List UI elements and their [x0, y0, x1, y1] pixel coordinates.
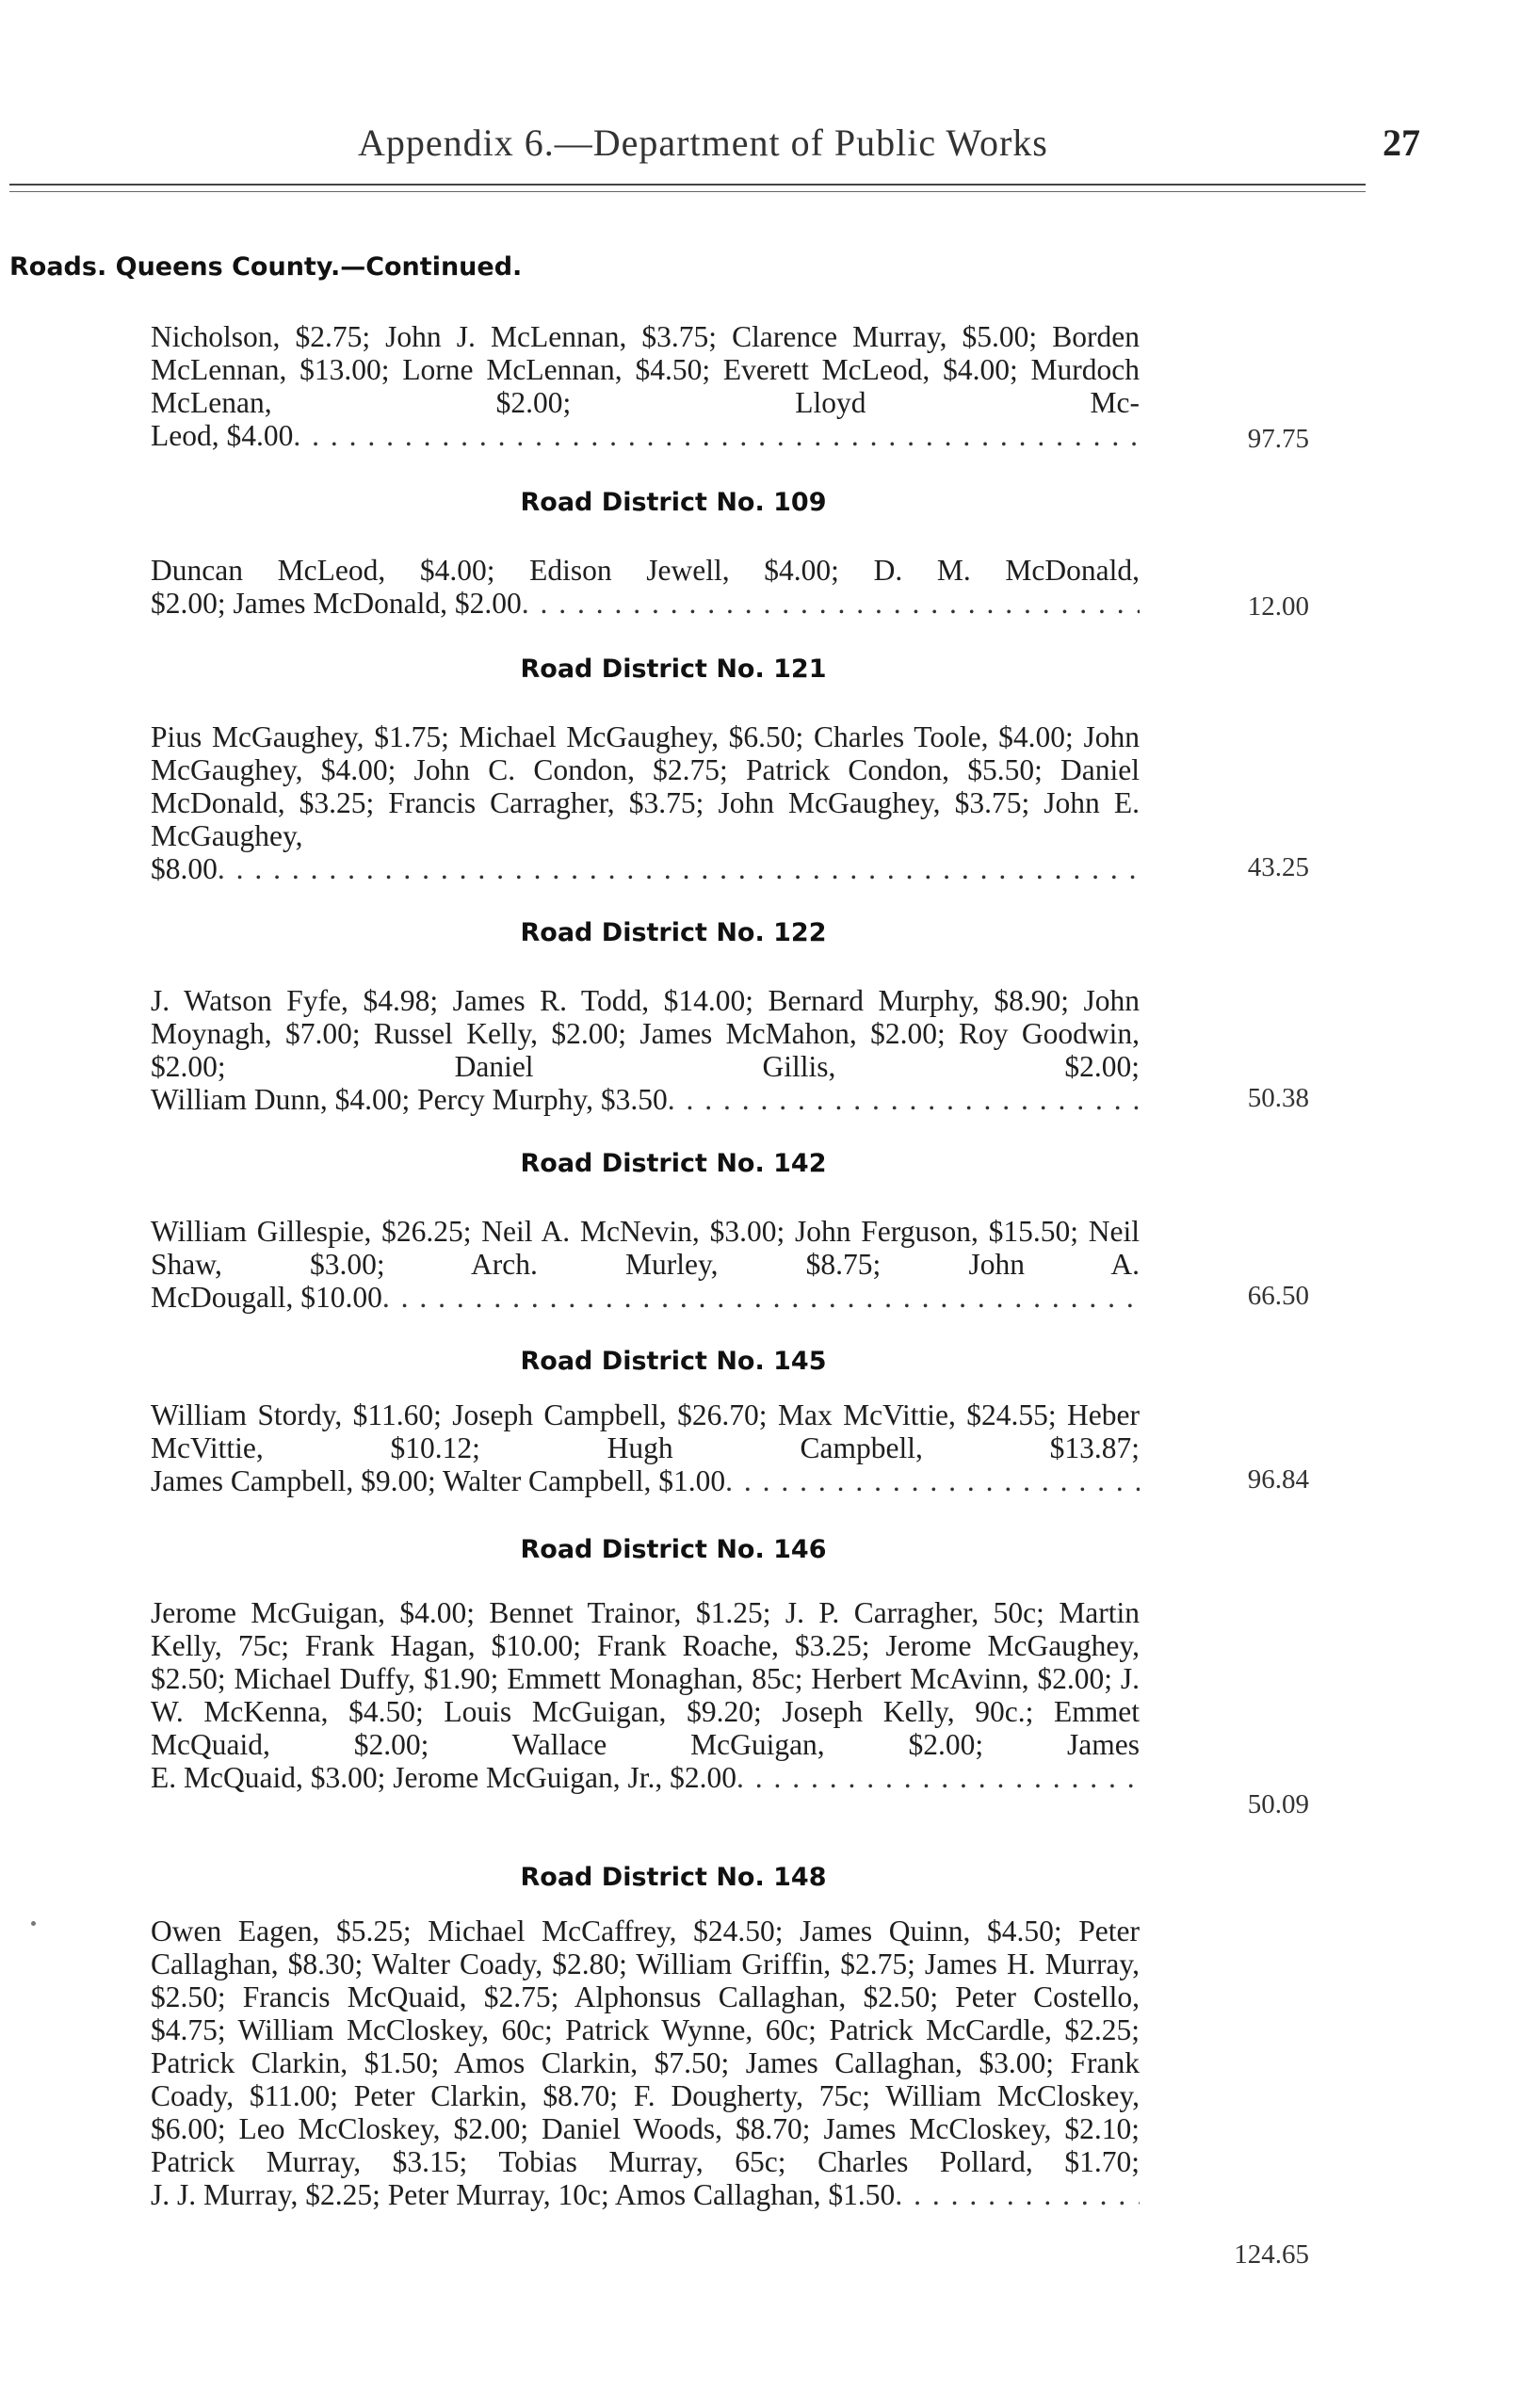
- entry-last-line: [151, 1464, 1140, 1497]
- district-heading: Road District No. 145: [520, 1347, 827, 1376]
- district-heading: Road District No. 142: [520, 1149, 827, 1178]
- entry-last-text: $2.00; James McDonald, $2.00: [151, 587, 522, 620]
- entry-total: 96.84: [1247, 1464, 1309, 1495]
- entry-total: 50.38: [1247, 1083, 1309, 1113]
- dot-leader: [293, 419, 1140, 452]
- entry-text: [151, 1398, 1140, 1497]
- entry-body: William Gillespie, $26.25; Neil A. McNevin, $3.00; John Ferguson, $15.50; Neil Shaw, $3.00; Arch. Murley, $8.75; John A.: [151, 1215, 1140, 1281]
- dot-leader: [736, 1761, 1140, 1794]
- entry-text: [151, 720, 1140, 885]
- dot-leader: [725, 1464, 1140, 1497]
- entry-body: Nicholson, $2.75; John J. McLennan, $3.75; Clarence Murray, $5.00; Borden McLennan, $13.00; Lorne McLennan, $4.50; Everett McLeod, $4.00; Murdoch McLenan, $2.00; Lloyd Mc-: [151, 320, 1140, 419]
- dot-leader: [382, 1281, 1140, 1314]
- margin-speck: [31, 1921, 36, 1926]
- entry-text: [151, 1596, 1140, 1794]
- entry-last-line: [151, 1281, 1140, 1314]
- entry-total: 97.75: [1247, 424, 1309, 454]
- entry-last-line: [151, 1761, 1140, 1794]
- entry-body: Pius McGaughey, $1.75; Michael McGaughey, $6.50; Charles Toole, $4.00; John McGaughey, $4.00; John C. Condon, $2.75; Patrick Condon, $5.50; Daniel McDonald, $3.25; Francis Carragher, $3.75; John McGaughey, $3.75; John E. McGaughey,: [151, 720, 1140, 852]
- entry-text: [151, 1915, 1140, 2211]
- entry-body: Duncan McLeod, $4.00; Edison Jewell, $4.00; D. M. McDonald,: [151, 554, 1140, 587]
- dot-leader: [218, 852, 1140, 885]
- page-number: 27: [1383, 121, 1420, 164]
- district-heading: Road District No. 122: [520, 918, 827, 947]
- entry-text: [151, 984, 1140, 1116]
- entry-last-text: $8.00: [151, 852, 218, 885]
- entry-last-text: J. J. Murray, $2.25; Peter Murray, 10c; Amos Callaghan, $1.50: [151, 2178, 896, 2211]
- running-head: [0, 121, 1521, 186]
- entry-body: J. Watson Fyfe, $4.98; James R. Todd, $14.00; Bernard Murphy, $8.90; John Moynagh, $7.00; Russel Kelly, $2.00; James McMahon, $2.00; Roy Goodwin, $2.00; Daniel Gillis, $2.00;: [151, 984, 1140, 1083]
- district-heading: Road District No. 148: [520, 1863, 827, 1892]
- entry-last-line: [151, 419, 1140, 452]
- entry-last-text: William Dunn, $4.00; Percy Murphy, $3.50: [151, 1083, 668, 1116]
- running-head-title: Appendix 6.—Department of Public Works: [358, 121, 1048, 164]
- district-heading: Road District No. 146: [520, 1535, 827, 1564]
- entry-last-line: [151, 852, 1140, 885]
- entry-text: [151, 320, 1140, 452]
- entry-total: 12.00: [1247, 591, 1309, 622]
- entry-last-text: James Campbell, $9.00; Walter Campbell, $1.00: [151, 1464, 726, 1497]
- entry-last-line: [151, 587, 1140, 620]
- entry-text: [151, 1215, 1140, 1314]
- entry-last-line: [151, 2178, 1140, 2211]
- dot-leader: [522, 587, 1140, 620]
- entry-body: William Stordy, $11.60; Joseph Campbell, $26.70; Max McVittie, $24.55; Heber McVittie, $10.12; Hugh Campbell, $13.87;: [151, 1398, 1140, 1464]
- entry-total: 66.50: [1247, 1281, 1309, 1311]
- entry-body: Owen Eagen, $5.25; Michael McCaffrey, $24.50; James Quinn, $4.50; Peter Callaghan, $8.30; Walter Coady, $2.80; William Griffin, $2.75; James H. Murray, $2.50; Francis McQuaid, $2.75; Alphonsus Callaghan, $2.50; Peter Costello, $4.75; William McCloskey, 60c; Patrick Wynne, 60c; Patrick McCardle, $2.25; Patrick Clarkin, $1.50; Amos Clarkin, $7.50; James Callaghan, $3.00; Frank Coady, $11.00; Peter Clarkin, $8.70; F. Dougherty, 75c; William McCloskey, $6.00; Leo McCloskey, $2.00; Daniel Woods, $8.70; James McCloskey, $2.10; Patrick Murray, $3.15; Tobias Murray, 65c; Charles Pollard, $1.70;: [151, 1915, 1140, 2178]
- entry-total: 50.09: [1247, 1789, 1309, 1819]
- district-heading: Road District No. 109: [520, 488, 827, 517]
- entry-last-text: Leod, $4.00: [151, 419, 294, 452]
- dot-leader: [668, 1083, 1140, 1116]
- header-rule: [9, 184, 1366, 186]
- entry-body: Jerome McGuigan, $4.00; Bennet Trainor, $1.25; J. P. Carragher, 50c; Martin Kelly, 75c; Frank Hagan, $10.00; Frank Roache, $3.25; Jerome McGaughey, $2.50; Michael Duffy, $1.90; Emmett Monaghan, 85c; Herbert McAvinn, $2.00; J. W. McKenna, $4.50; Louis McGuigan, $9.20; Joseph Kelly, 90c.; Emmet McQuaid, $2.00; Wallace McGuigan, $2.00; James: [151, 1596, 1140, 1761]
- entry-total: 43.25: [1247, 852, 1309, 882]
- header-rule-secondary: [9, 191, 1366, 192]
- entry-last-line: [151, 1083, 1140, 1116]
- section-title: Roads. Queens County.—Continued.: [9, 252, 523, 282]
- entry-last-text: McDougall, $10.00: [151, 1281, 382, 1314]
- district-heading: Road District No. 121: [520, 655, 827, 684]
- dot-leader: [895, 2178, 1140, 2211]
- entry-total: 124.65: [1234, 2239, 1309, 2270]
- entry-text: [151, 554, 1140, 620]
- entry-last-text: E. McQuaid, $3.00; Jerome McGuigan, Jr., $2.00: [151, 1761, 737, 1794]
